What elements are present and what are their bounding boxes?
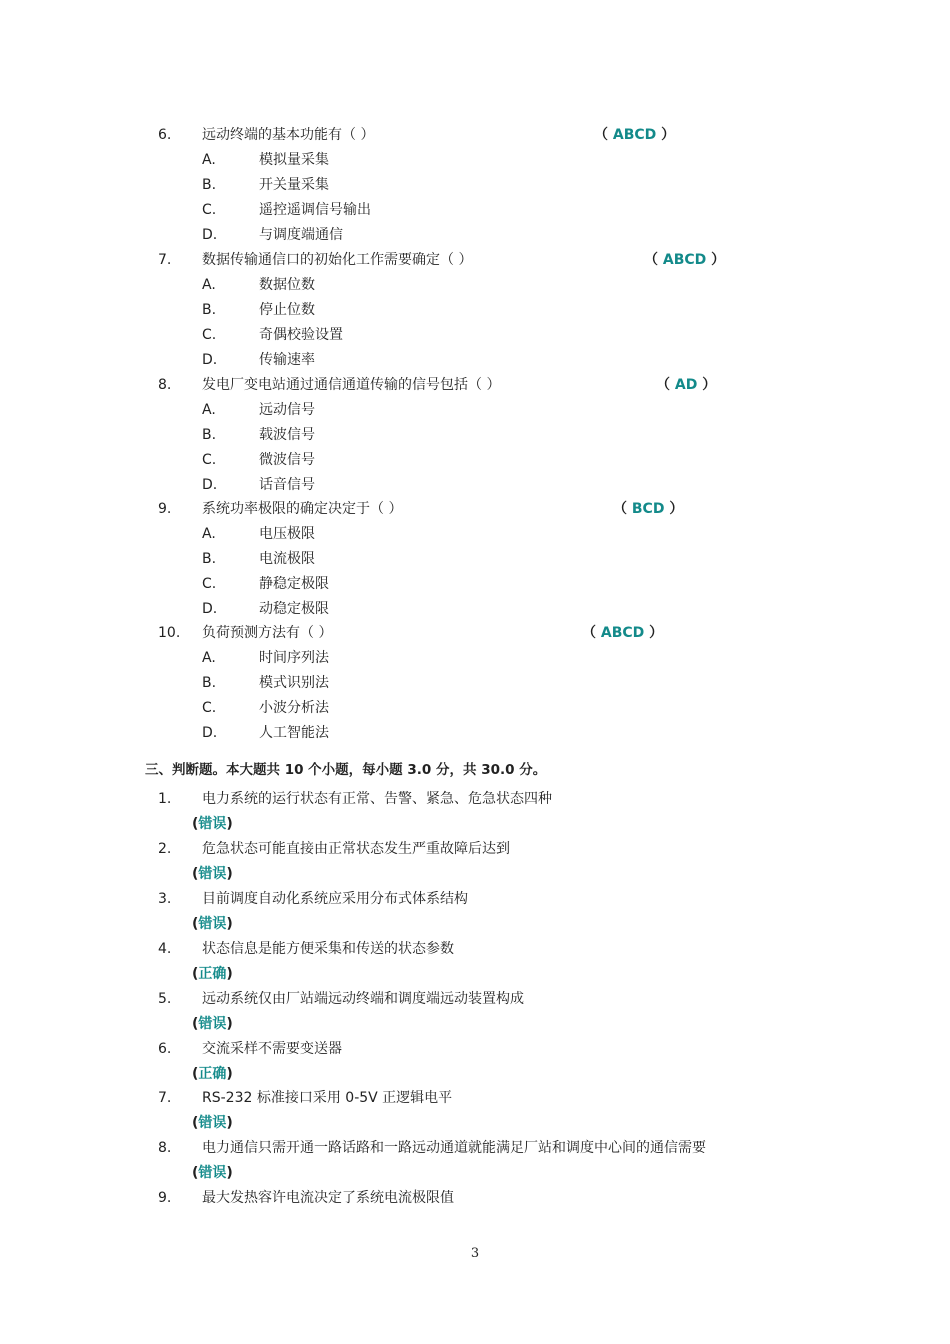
question-8: [0, 373, 950, 398]
answer-key: (错误): [192, 1016, 233, 1032]
option: [0, 223, 950, 248]
option-letter: C.: [202, 576, 217, 592]
question-number: 10.: [158, 625, 181, 641]
option-text: 电流极限: [259, 551, 315, 567]
tf-question: [0, 887, 950, 912]
question-text: 危急状态可能直接由正常状态发生严重故障后达到: [202, 841, 510, 857]
option-text: 数据位数: [259, 277, 315, 293]
option-letter: C.: [202, 452, 217, 468]
answer-value: ABCD: [612, 127, 657, 143]
question-text: 电力系统的运行状态有正常、告警、紧急、危急状态四种: [202, 791, 552, 807]
option-letter: A.: [202, 402, 216, 418]
option-text: 人工智能法: [259, 725, 329, 741]
option-letter: D.: [202, 601, 218, 617]
option-letter: C.: [202, 327, 217, 343]
option: [0, 597, 950, 622]
question-7: [0, 248, 950, 273]
question-text: 负荷预测方法有（ ）: [202, 625, 333, 641]
option-letter: C.: [202, 700, 217, 716]
question-number: 6.: [158, 1041, 172, 1057]
option-text: 模式识别法: [259, 675, 329, 691]
question-number: 7.: [158, 1090, 172, 1106]
option-letter: C.: [202, 202, 217, 218]
option-letter: D.: [202, 725, 218, 741]
option: [0, 448, 950, 473]
question-number: 9.: [158, 501, 172, 517]
question-number: 2.: [158, 841, 172, 857]
option: [0, 572, 950, 597]
question-text: RS-232 标准接口采用 0-5V 正逻辑电平: [202, 1090, 453, 1106]
tf-answer: [0, 1062, 950, 1087]
tf-answer: [0, 862, 950, 887]
tf-answer: [0, 1111, 950, 1136]
option-letter: D.: [202, 227, 218, 243]
question-number: 6.: [158, 127, 172, 143]
question-number: 7.: [158, 252, 172, 268]
option-text: 微波信号: [259, 452, 315, 468]
option-text: 开关量采集: [259, 177, 329, 193]
question-text: 数据传输通信口的初始化工作需要确定（ ）: [202, 252, 473, 268]
tf-answer: [0, 1161, 950, 1186]
option-text: 小波分析法: [259, 700, 329, 716]
answer-key: （ BCD ）: [613, 501, 684, 517]
tf-question: [0, 1136, 950, 1161]
option-letter: A.: [202, 526, 216, 542]
answer-key: (错误): [192, 1115, 233, 1131]
question-number: 8.: [158, 1140, 172, 1156]
answer-key: （ AD ）: [656, 377, 717, 393]
question-text: 远动系统仅由厂站端远动终端和调度端远动装置构成: [202, 991, 524, 1007]
option-letter: B.: [202, 302, 217, 318]
option-text: 时间序列法: [259, 650, 329, 666]
tf-answer: [0, 1012, 950, 1037]
option-text: 模拟量采集: [259, 152, 329, 168]
tf-question: [0, 1186, 950, 1211]
question-text: 最大发热容许电流决定了系统电流极限值: [202, 1190, 454, 1206]
option: [0, 473, 950, 498]
option-letter: B.: [202, 675, 217, 691]
option-letter: B.: [202, 427, 217, 443]
option: [0, 547, 950, 572]
option-text: 远动信号: [259, 402, 315, 418]
option-text: 动稳定极限: [259, 601, 329, 617]
option: [0, 721, 950, 746]
option-text: 静稳定极限: [259, 576, 329, 592]
option: [0, 646, 950, 671]
answer-value: 错误: [198, 1165, 227, 1181]
answer-value: ABCD: [662, 252, 707, 268]
answer-value: 错误: [198, 916, 227, 932]
tf-answer: [0, 912, 950, 937]
option: [0, 148, 950, 173]
option-letter: A.: [202, 152, 216, 168]
answer-key: （ ABCD ）: [644, 252, 726, 268]
question-number: 3.: [158, 891, 172, 907]
page-number: 3: [470, 1246, 480, 1261]
answer-key: (错误): [192, 866, 233, 882]
question-text: 交流采样不需要变送器: [202, 1041, 342, 1057]
option-text: 电压极限: [259, 526, 315, 542]
question-number: 8.: [158, 377, 172, 393]
tf-question: [0, 937, 950, 962]
option: [0, 323, 950, 348]
option-letter: B.: [202, 551, 217, 567]
answer-value: 错误: [198, 1115, 227, 1131]
question-number: 9.: [158, 1190, 172, 1206]
answer-value: ABCD: [600, 625, 645, 641]
option: [0, 348, 950, 373]
option: [0, 173, 950, 198]
option: [0, 198, 950, 223]
answer-key: （ ABCD ）: [594, 127, 676, 143]
option-text: 传输速率: [259, 352, 315, 368]
option: [0, 423, 950, 448]
option-text: 停止位数: [259, 302, 315, 318]
option-text: 载波信号: [259, 427, 315, 443]
answer-key: (错误): [192, 816, 233, 832]
option: [0, 298, 950, 323]
answer-key: (错误): [192, 916, 233, 932]
option-letter: D.: [202, 477, 218, 493]
tf-answer: [0, 962, 950, 987]
tf-question: [0, 1037, 950, 1062]
question-text: 发电厂变电站通过通信通道传输的信号包括（ ）: [202, 377, 501, 393]
answer-key: (正确): [192, 966, 233, 982]
question-text: 目前调度自动化系统应采用分布式体系结构: [202, 891, 468, 907]
answer-key: (错误): [192, 1165, 233, 1181]
tf-answer: [0, 812, 950, 837]
option: [0, 696, 950, 721]
tf-question: [0, 987, 950, 1012]
question-number: 5.: [158, 991, 172, 1007]
answer-value: 错误: [198, 816, 227, 832]
answer-value: 正确: [198, 966, 227, 982]
answer-value: BCD: [631, 501, 665, 517]
question-text: 状态信息是能方便采集和传送的状态参数: [202, 941, 454, 957]
option: [0, 522, 950, 547]
question-text: 电力通信只需开通一路话路和一路远动通道就能满足厂站和调度中心间的通信需要: [202, 1140, 706, 1156]
question-6: [0, 123, 950, 148]
tf-question: [0, 837, 950, 862]
question-text: 远动终端的基本功能有（ ）: [202, 127, 375, 143]
answer-value: AD: [674, 377, 698, 393]
answer-value: 错误: [198, 866, 227, 882]
answer-value: 正确: [198, 1066, 227, 1082]
question-10: [0, 621, 950, 646]
option-text: 话音信号: [259, 477, 315, 493]
option: [0, 398, 950, 423]
option-letter: A.: [202, 277, 216, 293]
option-letter: D.: [202, 352, 218, 368]
option-letter: B.: [202, 177, 217, 193]
answer-key: (正确): [192, 1066, 233, 1082]
question-9: [0, 497, 950, 522]
option-text: 与调度端通信: [259, 227, 343, 243]
option-text: 奇偶校验设置: [259, 327, 343, 343]
answer-key: （ ABCD ）: [582, 625, 664, 641]
question-text: 系统功率极限的确定决定于（ ）: [202, 501, 403, 517]
option: [0, 273, 950, 298]
option-text: 遥控遥调信号输出: [259, 202, 371, 218]
question-number: 4.: [158, 941, 172, 957]
answer-value: 错误: [198, 1016, 227, 1032]
tf-question: [0, 787, 950, 812]
option-letter: A.: [202, 650, 216, 666]
tf-question: [0, 1086, 950, 1111]
question-number: 1.: [158, 791, 172, 807]
section-title: 三、判断题。本大题共 10 个小题，每小题 3.0 分，共 30.0 分。: [145, 762, 547, 778]
option: [0, 671, 950, 696]
